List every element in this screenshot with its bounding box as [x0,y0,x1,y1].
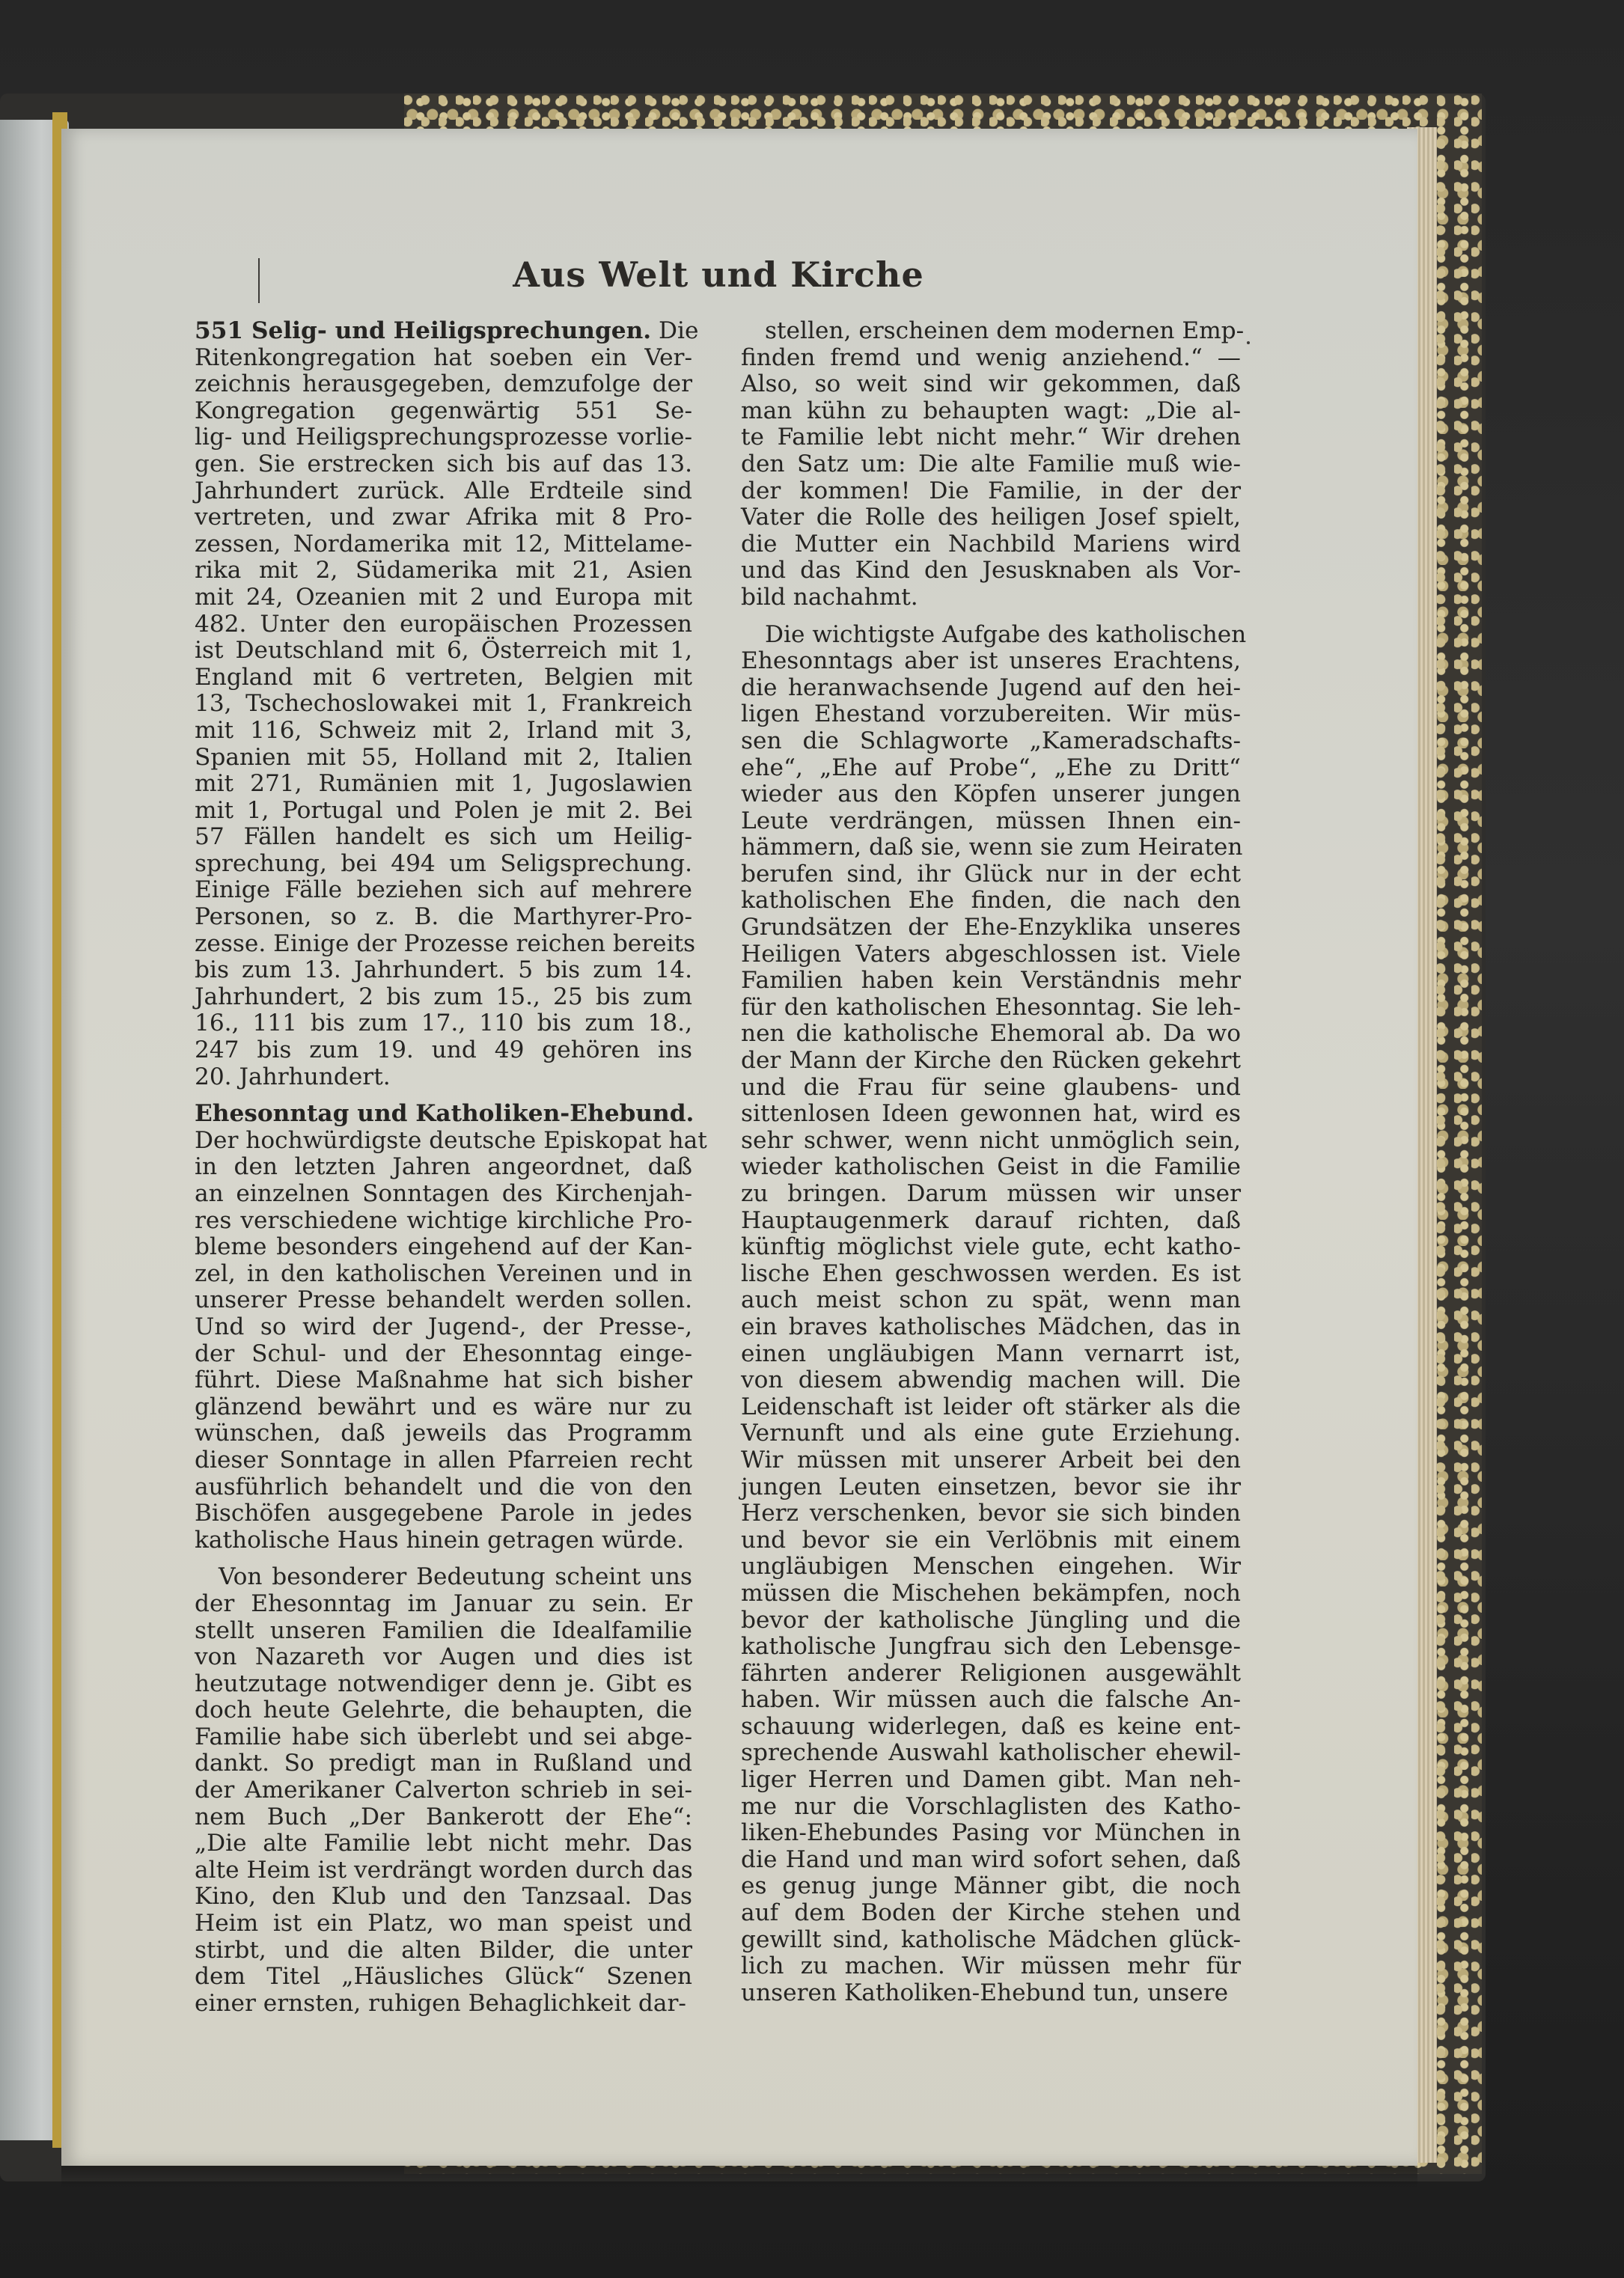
text-line: Grundsätzen der Ehe-Enzyklika unseres [741,914,1241,941]
text-line: Kino, den Klub und den Tanzsaal. Das [195,1883,692,1911]
text-line: zessen, Nordamerika mit 12, Mittelame- [195,530,692,558]
text-line: stellt unseren Familien die Idealfamilie [195,1616,692,1644]
section-heading: 551 Selig- und Heiligsprechungen. [195,317,652,344]
text-line: haben. Wir müssen auch die falsche An- [741,1686,1241,1714]
page-shadow [61,2166,1417,2188]
text-line: man kühn zu behaupten wagt: „Die al- [741,397,1241,424]
text-line: wünschen, daß jeweils das Programm [195,1420,692,1447]
text-line: Die wichtigste Aufgabe des katholischen [765,620,1247,648]
text-line: fährten anderer Religionen ausgewählt [741,1659,1241,1687]
text-line: unseren Katholiken-Ehebund tun, unsere [741,1979,1229,2006]
text-line: dankt. So predigt man in Rußland und [195,1750,692,1777]
text-line: an einzelnen Sonntagen des Kirchenjah- [195,1180,692,1207]
text-line: 551 Selig- und Heiligsprechungen. Die [195,317,699,344]
text-line: von diesem abwendig machen will. Die [741,1367,1241,1394]
text-line: katholische Haus hinein getragen würde. [195,1526,685,1554]
text-line: auf dem Boden der Kirche stehen und [741,1899,1241,1927]
text-line: wieder aus den Köpfen unserer jungen [741,781,1241,808]
text-line: nem Buch „Der Bankerott der Ehe“: [195,1803,692,1830]
text-line: lische Ehen geschwossen werden. Es ist [741,1259,1241,1287]
right-column [741,317,1247,2006]
text-line: bild nachahmt. [741,583,918,611]
text-line: sprechung, bei 494 um Seligsprechung. [195,849,692,877]
text-line: der Amerikaner Calverton schrieb in sei- [195,1777,692,1804]
text-line: Jahrhundert, 2 bis zum 15., 25 bis zum [195,983,692,1010]
text-line: führt. Diese Maßnahme hat sich bisher [195,1367,692,1394]
paragraph [195,1564,692,2017]
text-line: Und so wird der Jugend-, der Presse-, [195,1313,692,1340]
text-line: Vater die Rolle des heiligen Josef spielt, [741,504,1241,531]
text-line [195,1100,695,1128]
text-line: lich zu machen. Wir müssen mehr für [741,1952,1241,1980]
text-line: den Satz um: Die alte Familie muß wie- [741,450,1241,477]
text-line: Kongregation gegenwärtig 551 Se- [195,397,692,424]
text-line: zeichnis herausgegeben, demzufolge der [195,370,692,398]
text-line: ist Deutschland mit 6, Österreich mit 1, [195,637,692,665]
page-title: Aus Welt und Kirche [513,254,924,295]
text-line: ehe“, „Ehe auf Probe“, „Ehe zu Dritt“ [741,754,1241,781]
text-line: der kommen! Die Familie, in der der [741,477,1241,504]
text-line: zu bringen. Darum müssen wir unser [741,1180,1241,1207]
text-line: Also, so weit sind wir gekommen, daß [741,370,1241,398]
text-line: res verschiedene wichtige kirchliche Pro- [195,1206,692,1234]
text-line: Vernunft und als eine gute Erziehung. [741,1420,1241,1447]
text-line: Ritenkongregation hat soeben ein Ver- [195,343,692,371]
paragraph [741,317,1245,611]
text-line: heutzutage notwendiger denn je. Gibt es [195,1670,692,1697]
section-heading: Ehesonntag und Katholiken-Ehebund. [195,1100,695,1128]
text-line: Leute verdrängen, müssen Ihnen ein- [741,807,1241,834]
text-line: dieser Sonntage in allen Pfarreien recht [195,1446,692,1474]
text-line: 13, Tschechoslowakei mit 1, Frankreich [195,690,692,718]
text-line: Wir müssen mit unserer Arbeit bei den [741,1446,1241,1474]
text-line: Familien haben kein Verständnis mehr [741,967,1241,995]
text-line: dem Titel „Häusliches Glück“ Szenen [195,1963,692,1991]
text-line: einen ungläubigen Mann vernarrt ist, [741,1340,1241,1367]
text-line: der Ehesonntag im Januar zu sein. Er [195,1590,692,1617]
margin-mark [258,258,260,303]
text-line: schauung widerlegen, daß es keine ent- [741,1712,1241,1740]
text-line: bis zum 13. Jahrhundert. 5 bis zum 14. [195,956,692,984]
text-line: gewillt sind, katholische Mädchen glück- [741,1926,1241,1953]
text-line: Heim ist ein Platz, wo man speist und [195,1910,692,1937]
text-line: sen die Schlagworte „Kameradschafts- [741,727,1241,754]
text-line: zel, in den katholischen Vereinen und in [195,1259,692,1287]
text-line: finden fremd und wenig anziehend.“ — [741,343,1241,371]
text-line: die heranwachsende Jugend auf den hei- [741,674,1241,701]
text-line: mit 116, Schweiz mit 2, Irland mit 3, [195,716,692,744]
text-line: der Mann der Kirche den Rücken gekehrt [741,1047,1241,1075]
margin-dot [1247,341,1250,344]
text-line: Herz verschenken, bevor sie sich binden [741,1500,1241,1527]
text-line: mit 271, Rumänien mit 1, Jugoslawien [195,770,692,798]
text-line: unserer Presse behandelt werden sollen. [195,1286,692,1314]
text-line: 20. Jahrhundert. [195,1063,391,1090]
text-line: Der hochwürdigste deutsche Episkopat hat [195,1126,707,1154]
text-line: Spanien mit 55, Holland mit 2, Italien [195,743,692,771]
text-line: ungläubigen Menschen eingehen. Wir [741,1553,1241,1581]
text-line: glänzend bewährt und es wäre nur zu [195,1393,692,1420]
paragraph [195,317,699,1090]
text-line: gen. Sie erstrecken sich bis auf das 13. [195,450,692,477]
text-line: Hauptaugenmerk darauf richten, daß [741,1206,1241,1234]
text-line: für den katholischen Ehesonntag. Sie leh- [741,993,1241,1021]
text-line: mit 24, Ozeanien mit 2 und Europa mit [195,583,692,611]
text-line: Jahrhundert zurück. Alle Erdteile sind [195,477,692,504]
text-line: 16., 111 bis zum 17., 110 bis zum 18., [195,1010,692,1037]
text-line: mit 1, Portugal und Polen je mit 2. Bei [195,796,692,824]
text-line: stellen, erscheinen dem modernen Emp- [765,317,1245,344]
text-line: künftig möglichst viele gute, echt katho- [741,1233,1241,1261]
text-line: katholische Jungfrau sich den Lebensge- [741,1633,1241,1661]
text-line: ausführlich behandelt und die von den [195,1473,692,1500]
paragraph [195,1100,707,1554]
text-line: von Nazareth vor Augen und dies ist [195,1643,692,1671]
text-line: doch heute Gelehrte, die behaupten, die [195,1697,692,1724]
left-column [195,317,707,2017]
text-line: Ehesonntags aber ist unseres Erachtens, [741,647,1241,675]
text-line: in den letzten Jahren angeordnet, daß [195,1153,692,1181]
text-line: hämmern, daß sie, wenn sie zum Heiraten [741,834,1243,861]
text-line: liken-Ehebundes Pasing vor München in [741,1819,1241,1847]
text-line: die Mutter ein Nachbild Mariens wird [741,530,1241,558]
text-line: rika mit 2, Südamerika mit 21, Asien [195,557,692,584]
text-line: 57 Fällen handelt es sich um Heilig- [195,823,692,851]
text-line: Einige Fälle beziehen sich auf mehrere [195,876,692,904]
text-line: ligen Ehestand vorzubereiten. Wir müs- [741,700,1241,728]
text-line: England mit 6 vertreten, Belgien mit [195,663,692,691]
text-line: liger Herren und Damen gibt. Man neh- [741,1766,1241,1794]
text-line: alte Heim ist verdrängt worden durch das [195,1856,693,1884]
text-line: wieder katholischen Geist in die Familie [741,1153,1241,1181]
text-line: der Schul- und der Ehesonntag einge- [195,1340,692,1367]
text-line: zesse. Einige der Prozesse reichen bereits [195,929,696,957]
text-line: einer ernsten, ruhigen Behaglichkeit dar- [195,1989,686,2017]
text-line: bevor der katholische Jüngling und die [741,1606,1241,1634]
text-line: Leidenschaft ist leider oft stärker als die [741,1393,1241,1420]
text-line: es genug junge Männer gibt, die noch [741,1872,1241,1900]
text-line: nen die katholische Ehemoral ab. Da wo [741,1020,1241,1048]
text-line: jungen Leuten einsetzen, bevor sie ihr [741,1473,1241,1500]
text-line: te Familie lebt nicht mehr.“ Wir drehen [741,424,1241,451]
text-line: und die Frau für seine glaubens- und [741,1073,1241,1101]
text-line: auch meist schon zu spät, wenn man [741,1286,1241,1314]
text-line: bleme besonders eingehend auf der Kan- [195,1233,692,1261]
text-line: müssen die Mischehen bekämpfen, noch [741,1579,1241,1607]
text-line: katholischen Ehe finden, die nach den [741,887,1241,914]
text-line: Heiligen Vaters abgeschlossen ist. Viele [741,940,1241,968]
text-line: berufen sind, ihr Glück nur in der echt [741,860,1241,888]
text-line: die Hand und man wird sofort sehen, daß [741,1845,1241,1873]
text-line: ein braves katholisches Mädchen, das in [741,1313,1241,1340]
text-line: und das Kind den Jesusknaben als Vor- [741,557,1241,584]
text-line: lig- und Heiligsprechungsprozesse vorlie- [195,424,692,451]
text-line: sittenlosen Ideen gewonnen hat, wird es [741,1100,1241,1128]
text-line: „Die alte Familie lebt nicht mehr. Das [195,1830,692,1857]
text-line: 247 bis zum 19. und 49 gehören ins [195,1036,692,1064]
paragraph [741,620,1247,2007]
text-line: me nur die Vorschlaglisten des Katho- [741,1792,1241,1820]
text-line: Bischöfen ausgegebene Parole in jedes [195,1500,692,1527]
text-line: Von besonderer Bedeutung scheint uns [219,1563,692,1591]
text-line: sprechende Auswahl katholischer ehewil- [741,1739,1241,1767]
text-line: 482. Unter den europäischen Prozessen [195,610,692,638]
text-line: sehr schwer, wenn nicht unmöglich sein, [741,1126,1241,1154]
text-line: Familie habe sich überlebt und sei abge- [195,1723,692,1750]
text-line: und bevor sie ein Verlöbnis mit einem [741,1526,1241,1554]
text-line: vertreten, und zwar Afrika mit 8 Pro- [195,504,692,531]
text-line: Personen, so z. B. die Marthyrer-Pro- [195,903,692,931]
text-line: stirbt, und die alten Bilder, die unter [195,1936,692,1964]
